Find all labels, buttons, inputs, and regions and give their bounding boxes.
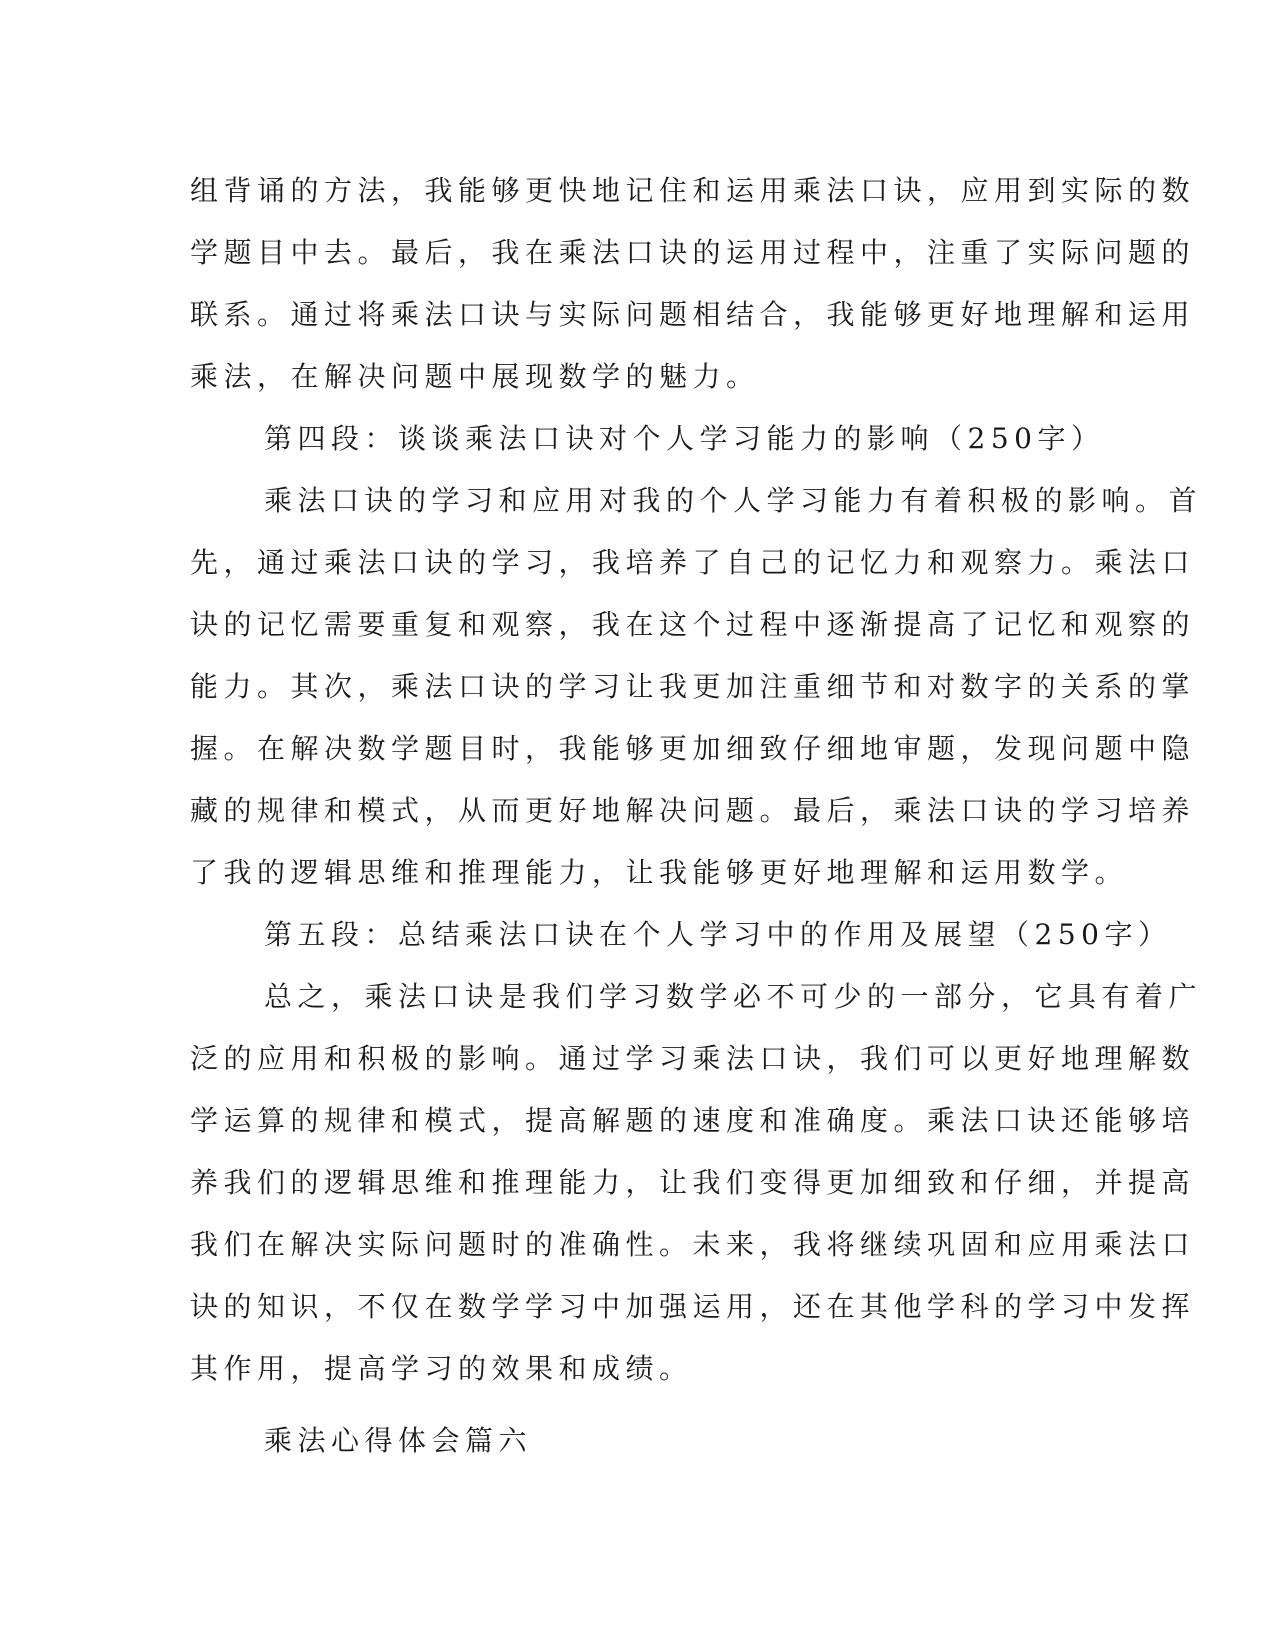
paragraph-line: 联系。通过将乘法口诀与实际问题相结合，我能够更好地理解和运用 (190, 298, 1196, 331)
paragraph-line: 学运算的规律和模式，提高解题的速度和准确度。乘法口诀还能够培 (190, 1104, 1196, 1137)
paragraph-line: 泛的应用和积极的影响。通过学习乘法口诀，我们可以更好地理解数 (190, 1042, 1196, 1075)
paragraph-line: 先，通过乘法口诀的学习，我培养了自己的记忆力和观察力。乘法口 (190, 546, 1196, 579)
paragraph-line: 养我们的逻辑思维和推理能力，让我们变得更加细致和仔细，并提高 (190, 1166, 1196, 1199)
section-title-6: 乘法心得体会篇六 (264, 1424, 533, 1457)
paragraph-line: 了我的逻辑思维和推理能力，让我能够更好地理解和运用数学。 (190, 856, 1129, 889)
paragraph-line: 能力。其次，乘法口诀的学习让我更加注重细节和对数字的关系的掌 (190, 670, 1196, 703)
section-heading-5: 第五段：总结乘法口诀在个人学习中的作用及展望（250字） (264, 918, 1172, 951)
paragraph-line: 总之，乘法口诀是我们学习数学必不可少的一部分，它具有着广 (264, 980, 1203, 1013)
paragraph-line: 学题目中去。最后，我在乘法口诀的运用过程中，注重了实际问题的 (190, 236, 1196, 269)
paragraph-line: 诀的记忆需要重复和观察，我在这个过程中逐渐提高了记忆和观察的 (190, 608, 1196, 641)
paragraph-line: 乘法口诀的学习和应用对我的个人学习能力有着积极的影响。首 (264, 484, 1203, 517)
paragraph-line: 乘法，在解决问题中展现数学的魅力。 (190, 360, 760, 393)
paragraph-line: 握。在解决数学题目时，我能够更加细致仔细地审题，发现问题中隐 (190, 732, 1196, 765)
paragraph-line: 我们在解决实际问题时的准确性。未来，我将继续巩固和应用乘法口 (190, 1228, 1196, 1261)
paragraph-line: 组背诵的方法，我能够更快地记住和运用乘法口诀，应用到实际的数 (190, 174, 1196, 207)
document-body (190, 160, 1203, 1472)
paragraph-line: 诀的知识，不仅在数学学习中加强运用，还在其他学科的学习中发挥 (190, 1290, 1196, 1323)
paragraph-line: 其作用，提高学习的效果和成绩。 (190, 1352, 693, 1385)
section-heading-4: 第四段：谈谈乘法口诀对个人学习能力的影响（250字） (264, 422, 1105, 455)
paragraph-line: 藏的规律和模式，从而更好地解决问题。最后，乘法口诀的学习培养 (190, 794, 1196, 827)
